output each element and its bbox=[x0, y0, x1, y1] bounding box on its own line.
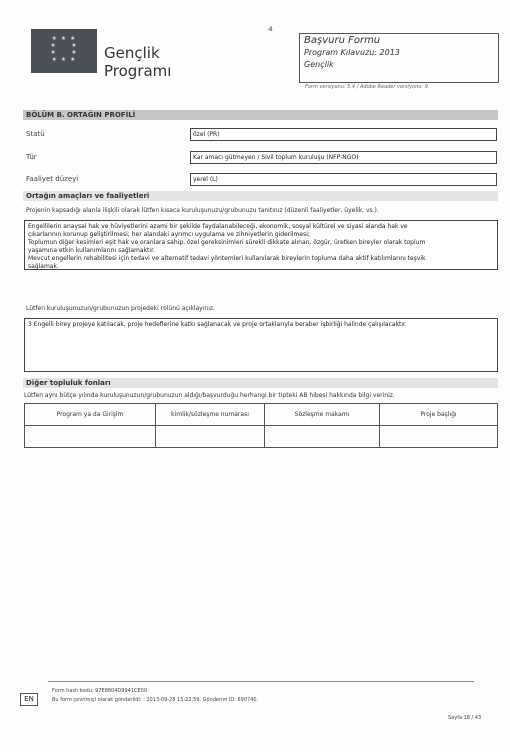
footer-divider bbox=[48, 681, 474, 682]
role-instruction: Lütfen kuruluşunuzun/grubunuzun projedeki rolünü açıklayınız. bbox=[26, 305, 215, 312]
funds-cell-contract-authority[interactable] bbox=[265, 426, 380, 448]
funds-cell-project-title[interactable] bbox=[380, 426, 498, 448]
aims-answer-field[interactable] bbox=[24, 220, 498, 270]
type-field[interactable]: Kar amacı gütmeyen / Sivil toplum kuruluşu (NFP-NGO) bbox=[190, 151, 497, 164]
program-title bbox=[104, 44, 171, 80]
program-title-line2: Programı bbox=[104, 62, 172, 80]
aims-answer-line: Mevcut engellerin rehabilitesi için tedavi ve alternatif tedavi yöntemleri kullanılarak bireylerin topluma daha aktif katılımlarını teşvik bbox=[28, 255, 426, 262]
info-guide: Program Kılavuzu: 2013 bbox=[304, 48, 400, 57]
funds-col-contract-number: kimlik/sözleşme numarası bbox=[156, 404, 265, 426]
aims-answer-line: yaşamına etkin kullanımlarını sağlamaktır. bbox=[28, 247, 155, 254]
section-b-header: BÖLÜM B. ORTAĞIN PROFİLİ bbox=[23, 110, 498, 120]
activity-level-field[interactable]: yerel (L) bbox=[190, 173, 497, 186]
submission-info: Bu form çevrimiçi olarak gönderildi: : 2013-09-28 15:22:59. Gönderim ID: 690740. bbox=[52, 697, 259, 703]
funds-col-project-title: Proje başlığı bbox=[380, 404, 498, 426]
info-program: Gençlik bbox=[304, 60, 334, 69]
funds-col-program: Program ya da Girişim bbox=[25, 404, 156, 426]
type-label: Tür bbox=[26, 153, 37, 161]
form-hash: Form hash kodu: 97E8804D9941CE00 bbox=[52, 688, 148, 694]
table-row bbox=[25, 426, 498, 448]
status-label: Statü bbox=[26, 130, 45, 138]
funds-table-header-row bbox=[25, 404, 498, 426]
aims-answer-line: Toplumun diğer kesimleri eşit hak ve oranlara sahip, özel gereksinimleri sürekli dikkate alınan, özgür, üretken bireyler olarak toplum bbox=[28, 239, 426, 246]
info-title: Başvuru Formu bbox=[304, 35, 381, 46]
activity-level-label: Faaliyet düzeyi bbox=[26, 175, 79, 183]
aims-instruction: Projenin kapsadığı alanla ilişkili olarak lütfen kısaca kuruluşunuzu/grubunuzu tanıtınız (düzenli faaliyetler, üyelik, vs.). bbox=[26, 207, 379, 214]
funds-col-contract-authority: Sözleşme makamı bbox=[265, 404, 380, 426]
other-funds-header: Diğer topluluk fonları bbox=[23, 378, 498, 388]
funds-cell-contract-number[interactable] bbox=[156, 426, 265, 448]
role-answer-field[interactable] bbox=[24, 318, 498, 372]
funds-table bbox=[24, 403, 498, 448]
aims-answer-line: çıkarlarının korunup geliştirilmesi; her alandaki ayrımcı uygulama ve zihniyetlerin giderilmesi; bbox=[28, 231, 310, 238]
role-answer-text: 3 Engelli birey projeye katılacak, proje hedeflerine katkı sağlanacak ve proje ortaklarıyla beraber işbirliği halinde çalışılacaktır. bbox=[28, 321, 407, 328]
stars-icon: ★ ★ ★ ★ ★ ★ ★ ★ ★ ★ bbox=[50, 35, 78, 63]
status-field[interactable]: özel (PR) bbox=[190, 128, 497, 141]
language-badge: EN bbox=[20, 693, 38, 706]
form-version: Form versiyonu: 5.4 / Adobe Reader versiyonu: 9 bbox=[305, 84, 428, 90]
page-number: Sayfa 18 / 43 bbox=[448, 715, 482, 721]
form-info-box bbox=[299, 33, 499, 83]
eu-flag-logo bbox=[31, 29, 97, 73]
aims-answer-line: Engellilerin anaysal hak ve hüviyetlerini azami bir şekilde faydalanabileceği, ekonomik, sosyal kültürel ve siyasi alanda hak ve bbox=[28, 223, 408, 230]
aims-answer-line: sağlamak. bbox=[28, 263, 59, 270]
funds-cell-program[interactable] bbox=[25, 426, 156, 448]
program-title-line1: Gençlik bbox=[104, 44, 160, 62]
other-funds-instruction: Lütfen aynı bütçe yılında kuruluşunuzun/grubunuzun aldığı/başvurduğu herhangi bir tipteki AB hibesi hakkında bilgi veriniz. bbox=[24, 392, 395, 399]
handwritten-mark: ⁴ bbox=[268, 24, 273, 38]
aims-header: Ortağın amaçları ve faaliyetleri bbox=[23, 191, 498, 201]
